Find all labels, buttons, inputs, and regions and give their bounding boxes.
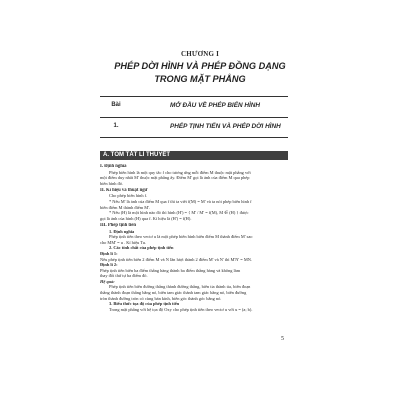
heading-translation: III. Phép tịnh tiến [100, 222, 136, 228]
paragraph-line: thẳng thành đoạn thẳng bằng nó, biến tam giác thành tam giác bằng nó, biến đường [100, 290, 247, 296]
theorem-1-label: Định lí 1: [100, 250, 118, 256]
paragraph-line: biến hình đó. [100, 180, 124, 186]
body-text [100, 164, 288, 312]
lesson-rule-top [100, 96, 288, 97]
paragraph-line: tròn thành đường tròn có cùng bán kính, biến góc thành góc bằng nó. [100, 295, 222, 301]
paragraph-line: thay đổi thứ tự ba điểm đó. [100, 273, 148, 279]
lesson-rule-bottom [100, 137, 288, 138]
paragraph-line: Cho phép biến hình f. [109, 193, 148, 199]
subheading-definition: 1. Định nghĩa [109, 228, 135, 234]
heading-definition: I. Định nghĩa [100, 164, 127, 169]
lesson-title-2: PHÉP TỊNH TIẾN VÀ PHÉP DỜI HÌNH [170, 123, 281, 130]
subheading-properties: 2. Các tính chất của phép tịnh tiến [109, 245, 174, 251]
page-number: 5 [281, 336, 284, 342]
paragraph-line: * Nếu M' là ảnh của điểm M qua f thì ta viết f(M) = M' và ta nói phép biến hình f [109, 199, 252, 205]
section-header [100, 151, 288, 160]
subheading-coordinates: 3. Biểu thức tọa độ của phép tịnh tiến [109, 301, 180, 307]
lesson-rule-middle [100, 117, 288, 118]
chapter-title-line-2: TRONG MẶT PHẲNG [154, 74, 246, 84]
lesson-title-1: MỞ ĐẦU VỀ PHÉP BIẾN HÌNH [170, 102, 260, 109]
heading-notation: II. Kí hiệu và thuật ngữ [100, 187, 148, 193]
theorem-2-label: Định lí 2: [100, 262, 118, 268]
paragraph-line: Trong mặt phẳng với hệ tọa độ Oxy cho phép tịnh tiến theo vectơ u với u = (a; b). [109, 306, 253, 312]
paragraph-line: Phép tịnh tiến theo vectơ u là một phép biến hình biến điểm M thành điểm M' sao [109, 234, 253, 240]
paragraph-line: Phép biến hình là một quy tắc f cho tương ứng mỗi điểm M thuộc mặt phẳng với [109, 169, 251, 175]
paragraph-line: Phép tịnh tiến biến ba điểm thẳng hàng thành ba điểm thẳng hàng và không làm [100, 267, 241, 273]
paragraph-line: Phép tịnh tiến biến đường thẳng thành đường thẳng, biến tia thành tia, biến đoạn [109, 284, 251, 290]
lesson-number: 1. [113, 123, 119, 129]
paragraph-line: Nếu phép tịnh tiến biến 2 điểm M và N lần lượt thành 2 điểm M' và N' thì M'N' = MN. [100, 256, 253, 262]
chapter-label: CHƯƠNG I [180, 50, 220, 58]
corollary-label: Hệ quả: [100, 278, 115, 284]
paragraph-line: biến điểm M thành điểm M'. [100, 204, 151, 210]
paragraph-line: một điểm duy nhất M' thuộc mặt phẳng ấy. Điểm M' gọi là ảnh của điểm M qua phép [100, 175, 250, 181]
chapter-title-line-1: PHÉP DỜI HÌNH VÀ PHÉP ĐỒNG DẠNG [114, 61, 286, 71]
lesson-bai-label: Bài [111, 102, 121, 108]
chapter-title [100, 60, 300, 86]
section-title: A. TÓM TẮT LÍ THUYẾT [103, 152, 170, 158]
paragraph-line: cho MM' = u . Kí hiệu Tu. [100, 239, 147, 245]
paragraph-line: gọi là ảnh của hình (H) qua f. Kí hiệu là (H') = f(H). [100, 215, 192, 221]
paragraph-line: * Nếu (H) là một hình nào đó thì hình (H') = { M' / M' = f(M), M ∈ (H) } được [109, 210, 249, 216]
lesson-header [100, 96, 288, 138]
